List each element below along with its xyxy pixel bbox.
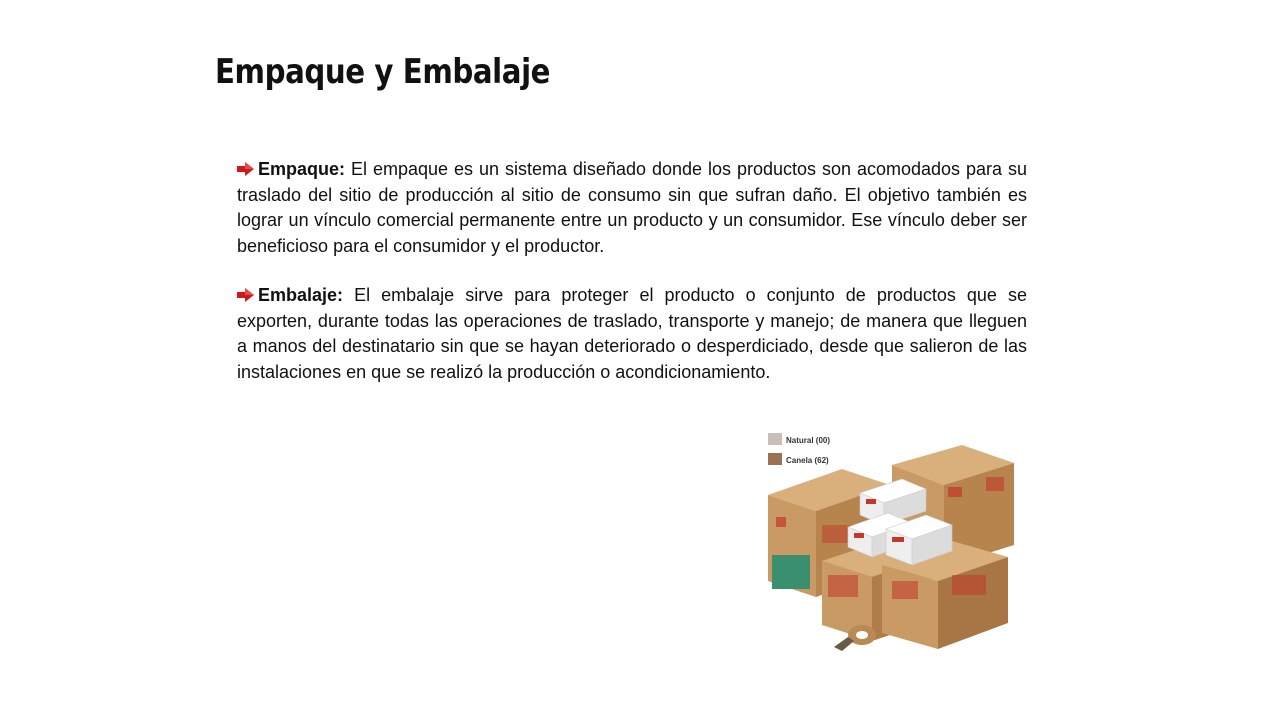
arrow-bullet-icon — [237, 162, 254, 176]
cardboard-boxes-image — [762, 425, 1024, 657]
term-label: Embalaje: — [258, 284, 344, 305]
swatch-natural — [768, 433, 782, 445]
list-item-embalaje — [237, 283, 1027, 386]
content-area — [237, 157, 1027, 409]
swatch-canela — [768, 453, 782, 465]
slide-title: Empaque y Embalaje — [215, 52, 551, 92]
definition-text: El empaque es un sistema diseñado donde los productos son acomodados para su traslado del sitio de producción al sitio de consumo sin que sufran daño. El objetivo también es lograr un vínculo comercial permanente entre un producto y un consumidor. Ese vínculo deber ser beneficioso para el consumidor y el productor. — [237, 159, 1027, 257]
term-label: Empaque: — [258, 159, 346, 179]
definition-text: El embalaje sirve para proteger el producto o conjunto de productos que se exporten, durante todas las operaciones de traslado, transporte y manejo; de manera que lleguen a manos del destinatario sin que se hayan deteriorado o desperdiciado, desde que salieron de las instalaciones en que se realizó la producción o acondicionamiento. — [237, 284, 1027, 382]
swatch-canela-label: Canela (62) — [786, 456, 829, 465]
list-item-empaque — [237, 157, 1027, 260]
swatch-natural-label: Natural (00) — [786, 436, 831, 445]
arrow-bullet-icon — [237, 288, 254, 302]
